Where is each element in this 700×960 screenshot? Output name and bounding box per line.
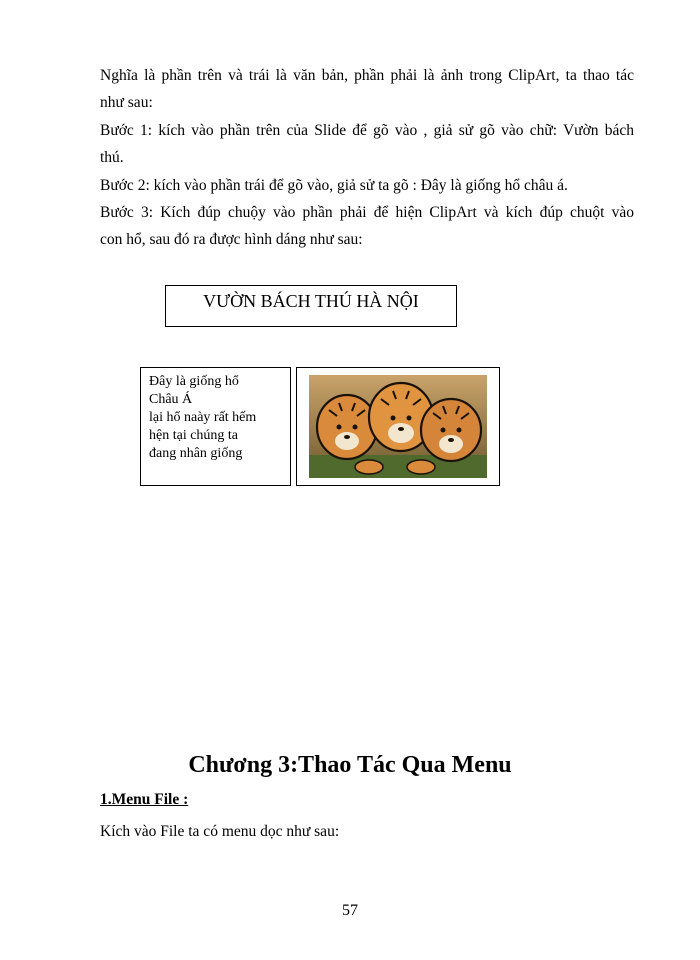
slide-image-box <box>296 367 500 486</box>
slide-text-line: hện tại chúng ta <box>149 428 239 443</box>
intro-line-1: Nghĩa là phần trên và trái là văn bản, phần phải là ảnh trong ClipArt, ta thao tác <box>100 67 634 84</box>
chapter-title: Chương 3:Thao Tác Qua Menu <box>188 752 512 778</box>
slide-text-line: Đây là giống hổ <box>149 374 239 389</box>
section-heading: 1.Menu File : <box>100 791 189 808</box>
slide-title-box <box>165 285 457 327</box>
slide-text-line: Châu Á <box>149 392 193 407</box>
step1-line-1: Bước 1: kích vào phần trên của Slide để gõ vào , giả sử gõ vào chữ: Vườn bách <box>100 122 634 139</box>
step3-line-1: Bước 3: Kích đúp chuộy vào phần phải để hiện ClipArt và kích đúp chuột vào <box>100 204 634 221</box>
tiger-cubs-icon <box>309 375 487 478</box>
step1-line-2: thú. <box>100 149 124 166</box>
slide-text-box <box>140 367 291 486</box>
slide-text-line: đang nhân giống <box>149 446 243 461</box>
slide-title: VƯỜN BÁCH THÚ HÀ NỘI <box>203 291 419 311</box>
step2-line: Bước 2: kích vào phần trái để gõ vào, giả sử ta gõ : Đây là giống hổ châu á. <box>100 177 568 194</box>
section-text: Kích vào File ta có menu dọc như sau: <box>100 823 340 840</box>
intro-line-2: như sau: <box>100 94 153 111</box>
step3-line-2: con hổ, sau đó ra được hình dáng như sau: <box>100 231 363 248</box>
slide-text-line: lại hổ naày rất hếm <box>149 410 257 425</box>
page-number: 57 <box>342 902 358 919</box>
